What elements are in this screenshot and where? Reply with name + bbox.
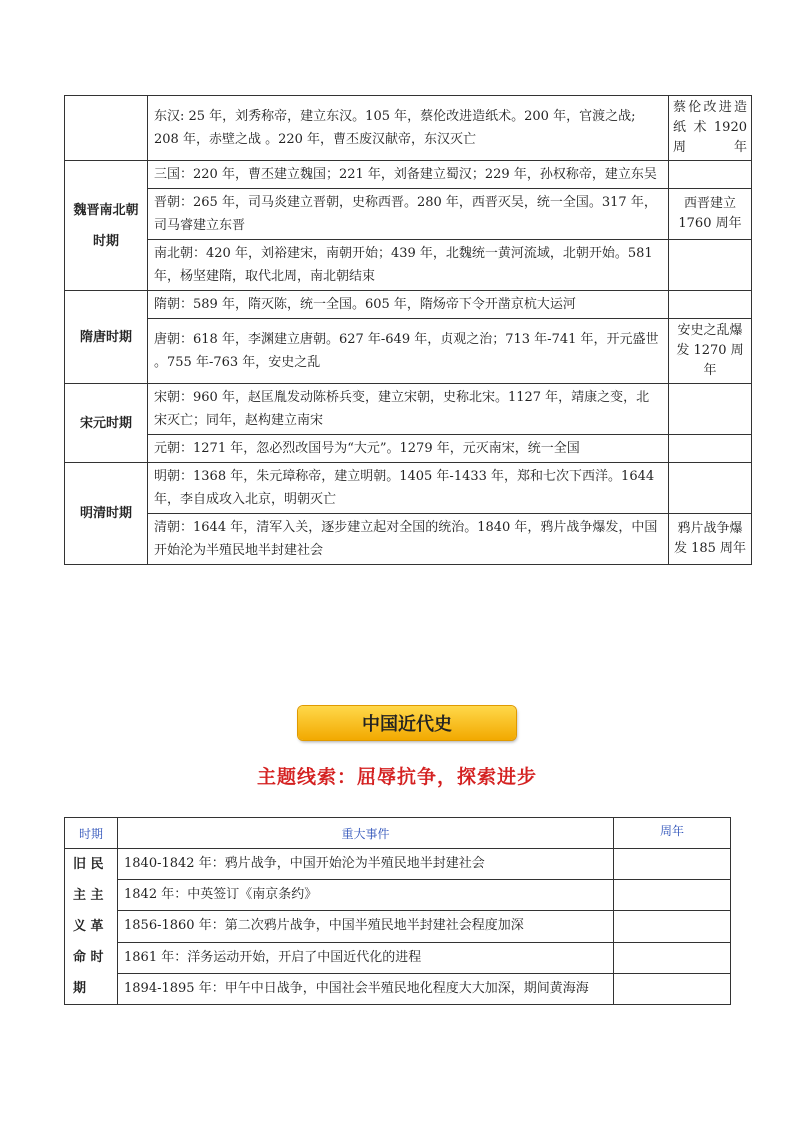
era-label: 魏晋南北朝时期 bbox=[73, 202, 139, 249]
table-row bbox=[65, 880, 731, 911]
anniversary-cell bbox=[614, 849, 731, 880]
anniversary-cell bbox=[669, 463, 752, 514]
table-row bbox=[65, 942, 731, 973]
table-row bbox=[65, 319, 752, 384]
anniversary-cell bbox=[614, 880, 731, 911]
anniversary-cell bbox=[614, 973, 731, 1004]
period-line: 命 时 bbox=[73, 950, 104, 965]
anniversary-cell bbox=[669, 384, 752, 435]
anniversary-cell: 蔡伦改进造 纸 术 1920 周年 bbox=[669, 96, 752, 161]
header-events: 重大事件 bbox=[118, 818, 614, 849]
anniversary-cell bbox=[614, 911, 731, 942]
table-row bbox=[65, 911, 731, 942]
table-row bbox=[65, 463, 752, 514]
event-cell: 1840-1842 年：鸦片战争，中国开始沦为半殖民地半封建社会 bbox=[118, 849, 614, 880]
table-row bbox=[65, 849, 731, 880]
table-row bbox=[65, 189, 752, 240]
event-cell: 明朝：1368 年，朱元璋称帝，建立明朝。1405 年-1433 年，郑和七次下西洋。1644 年，李自成攻入北京，明朝灭亡 bbox=[148, 463, 669, 514]
era-cell bbox=[65, 161, 148, 291]
era-cell: 明清时期 bbox=[65, 463, 148, 565]
table-row bbox=[65, 435, 752, 463]
event-cell: 东汉: 25 年，刘秀称帝，建立东汉。105 年，蔡伦改进造纸术。200 年，官渡之战; 208 年，赤壁之战 。220 年，曹丕废汉献帝，东汉灭亡 bbox=[148, 96, 669, 161]
event-cell: 1894-1895 年：甲午中日战争，中国社会半殖民地化程度大大加深，期间黄海海 bbox=[118, 973, 614, 1004]
event-cell: 1856-1860 年：第二次鸦片战争，中国半殖民地半封建社会程度加深 bbox=[118, 911, 614, 942]
anniversary-cell bbox=[669, 291, 752, 319]
table-row bbox=[65, 240, 752, 291]
anniversary-cell: 西晋建立 1760 周年 bbox=[669, 189, 752, 240]
anniversary-cell bbox=[614, 942, 731, 973]
header-anniversary: 周年 bbox=[614, 818, 731, 849]
section-banner bbox=[298, 706, 516, 740]
event-cell: 宋朝：960 年，赵匡胤发动陈桥兵变，建立宋朝，史称北宋。1127 年，靖康之变，北宋灭亡；同年，赵构建立南宋 bbox=[148, 384, 669, 435]
table-row bbox=[65, 96, 752, 161]
period-cell bbox=[65, 849, 118, 1005]
anniversary-cell bbox=[669, 240, 752, 291]
header-period: 时期 bbox=[65, 818, 118, 849]
table-row bbox=[65, 161, 752, 189]
table-row bbox=[65, 514, 752, 565]
event-cell: 唐朝：618 年，李渊建立唐朝。627 年-649 年，贞观之治；713 年-741 年，开元盛世 。755 年-763 年，安史之乱 bbox=[148, 319, 669, 384]
table-row bbox=[65, 973, 731, 1004]
event-cell: 1861 年：洋务运动开始，开启了中国近代化的进程 bbox=[118, 942, 614, 973]
era-cell: 隋唐时期 bbox=[65, 291, 148, 384]
event-cell: 三国：220 年，曹丕建立魏国；221 年，刘备建立蜀汉；229 年，孙权称帝，建立东吴 bbox=[148, 161, 669, 189]
table-row bbox=[65, 291, 752, 319]
event-cell: 1842 年：中英签订《南京条约》 bbox=[118, 880, 614, 911]
anniversary-cell bbox=[669, 161, 752, 189]
event-cell: 隋朝：589 年，隋灭陈，统一全国。605 年，隋炀帝下令开凿京杭大运河 bbox=[148, 291, 669, 319]
theme-line: 主题线索：屈辱抗争，探索进步 bbox=[256, 766, 537, 788]
table-row bbox=[65, 384, 752, 435]
anniversary-cell bbox=[669, 435, 752, 463]
period-line: 期 bbox=[73, 981, 87, 996]
ancient-history-table bbox=[64, 95, 752, 565]
table-header-row bbox=[65, 818, 731, 849]
era-cell: 宋元时期 bbox=[65, 384, 148, 463]
section-title: 中国近代史 bbox=[362, 714, 452, 735]
era-cell bbox=[65, 96, 148, 161]
period-line: 旧 民 bbox=[73, 857, 104, 872]
anniversary-cell: 鸦片战争爆发 185 周年 bbox=[669, 514, 752, 565]
modern-history-table bbox=[64, 817, 731, 1005]
event-cell: 元朝：1271 年，忽必烈改国号为“大元”。1279 年，元灭南宋，统一全国 bbox=[148, 435, 669, 463]
period-line: 义 革 bbox=[73, 919, 104, 934]
event-cell: 晋朝：265 年，司马炎建立晋朝，史称西晋。280 年，西晋灭吴，统一全国。317 年，司马睿建立东晋 bbox=[148, 189, 669, 240]
event-cell: 清朝：1644 年，清军入关，逐步建立起对全国的统治。1840 年，鸦片战争爆发，中国开始沦为半殖民地半封建社会 bbox=[148, 514, 669, 565]
event-cell: 南北朝：420 年，刘裕建宋，南朝开始；439 年，北魏统一黄河流域，北朝开始。581 年，杨坚建隋，取代北周，南北朝结束 bbox=[148, 240, 669, 291]
period-line: 主 主 bbox=[73, 888, 104, 903]
anniversary-cell: 安史之乱爆发 1270 周年 bbox=[669, 319, 752, 384]
